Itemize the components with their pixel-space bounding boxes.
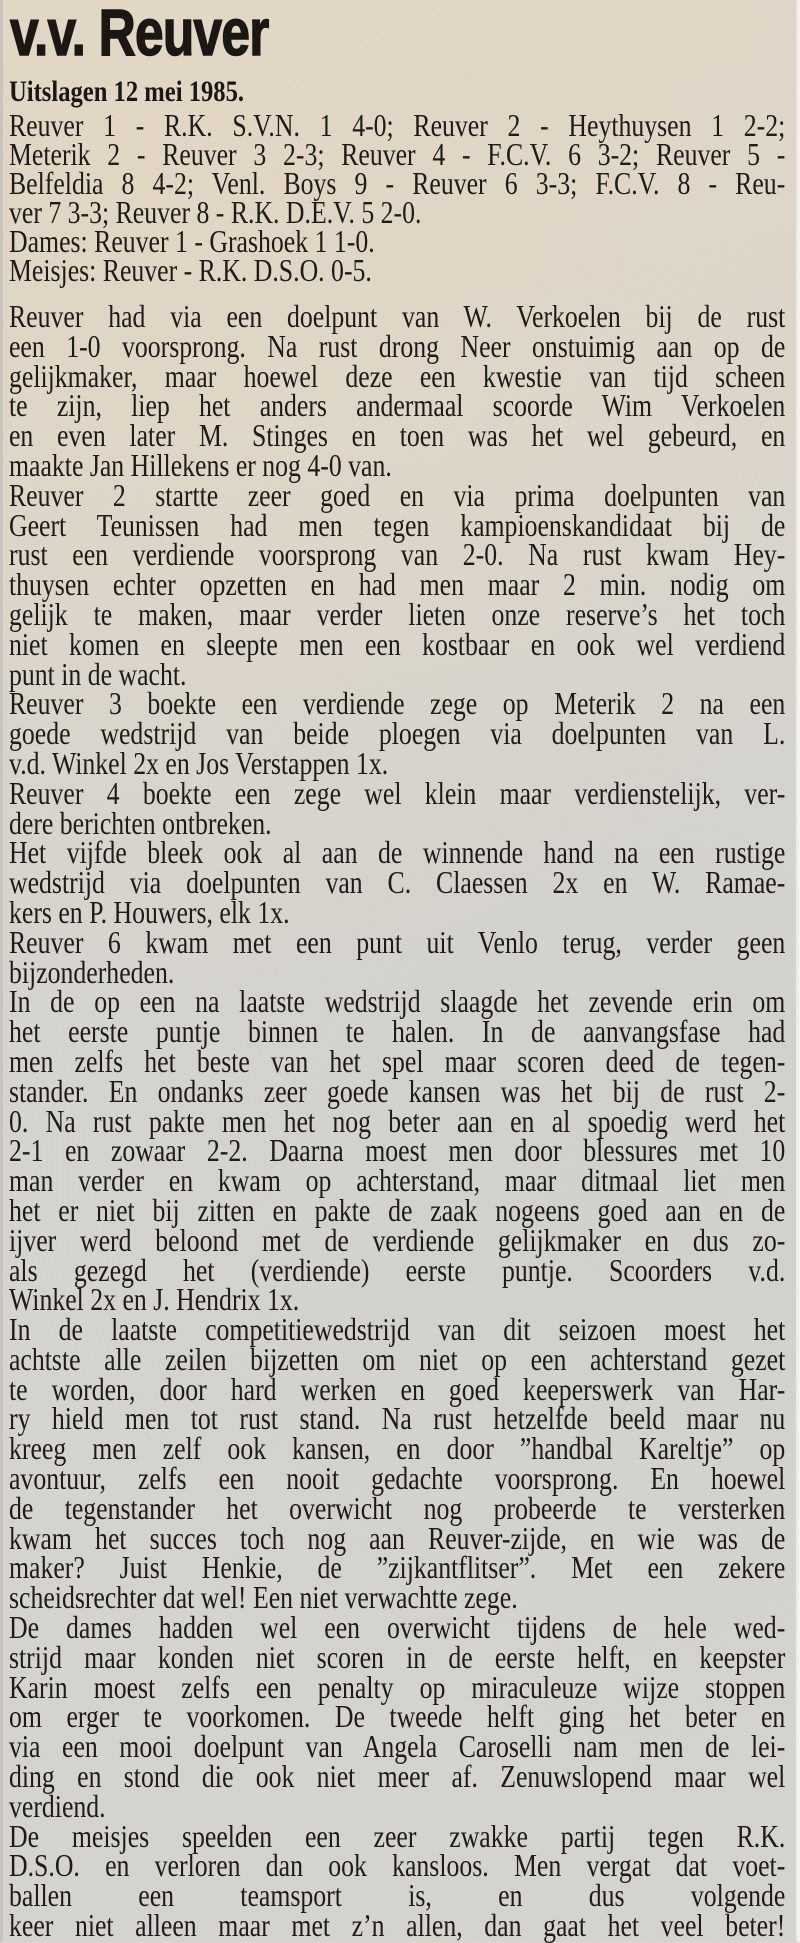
article-line: Reuver 3 boekte een verdiende zege op Meterik 2 na een bbox=[9, 686, 786, 722]
article-line: Het vijfde bleek ook al aan de winnende hand na een rustige bbox=[9, 835, 786, 871]
article-line: wedstrijd via doelpunten van C. Claessen 2x en W. Ramae- bbox=[9, 865, 786, 901]
article-line: Reuver had via een doelpunt van W. Verkoelen bij de rust bbox=[9, 299, 786, 334]
article-line: goede wedstrijd van beide ploegen via doelpunten van L. bbox=[9, 716, 786, 752]
article-body bbox=[9, 299, 800, 1943]
results-date-heading: Uitslagen 12 mei 1985. bbox=[9, 75, 245, 108]
result-line: Meterik 2 - Reuver 3 2-3; Reuver 4 - F.C.V. 6 3-2; Reuver 5 - bbox=[9, 137, 786, 172]
article-line: Reuver 4 boekte een zege wel klein maar verdienstelijk, ver- bbox=[9, 775, 786, 811]
article-line: niet komen en sleepte men een kostbaar en ook wel verdiend bbox=[9, 626, 786, 662]
article-line: Reuver 2 startte zeer goed en via prima doelpunten van bbox=[9, 477, 786, 513]
article-line: kers en P. Houwers, elk 1x. bbox=[9, 894, 290, 930]
result-line: Meisjes: Reuver - R.K. D.S.O. 0-5. bbox=[9, 253, 372, 288]
article-line: De meisjes speelden een zeer zwakke partij tegen R.K. bbox=[9, 1818, 786, 1854]
article-line: 2-1 en zowaar 2-2. Daarna moest men door blessures met 10 bbox=[9, 1133, 786, 1169]
article-line: achtste alle zeilen bijzetten om niet op een achterstand gezet bbox=[9, 1341, 786, 1377]
article-line: het eerste puntje binnen te halen. In de aanvangsfase had bbox=[9, 1014, 786, 1050]
article-line: ballen een teamsport is, en dus volgende bbox=[9, 1878, 786, 1914]
article-line: man verder en kwam op achterstand, maar ditmaal liet men bbox=[9, 1163, 786, 1199]
match-results bbox=[9, 108, 800, 288]
result-line: ver 7 3-3; Reuver 8 - R.K. D.E.V. 5 2-0. bbox=[9, 195, 422, 230]
article-line: te zijn, liep het anders andermaal scoorde Wim Verkoelen bbox=[9, 388, 786, 424]
article-line: thuysen echter opzetten en had men maar 2 min. nodig om bbox=[9, 567, 786, 603]
article-line: maakte Jan Hillekens er nog 4-0 van. bbox=[9, 447, 392, 483]
article-line: bijzonderheden. bbox=[9, 954, 175, 990]
article-line: en even later M. Stinges en toen was het wel gebeurd, en bbox=[9, 418, 786, 454]
article-title: v.v. Reuver bbox=[10, 0, 269, 69]
article-line: via een mooi doelpunt van Angela Caroselli nam men de lei- bbox=[9, 1729, 786, 1765]
clipping-left-edge bbox=[0, 0, 3, 1942]
article-line: het er niet bij zitten en pakte de zaak nogeens goed aan en de bbox=[9, 1192, 786, 1228]
article-line: kwam het succes toch nog aan Reuver-zijde, en wie was de bbox=[9, 1520, 786, 1556]
article-line: ry hield men tot rust stand. Na rust hetzelfde beeld maar nu bbox=[9, 1401, 786, 1437]
article-line: kreeg men zelf ook kansen, en door ”handbal Kareltje” op bbox=[9, 1431, 786, 1467]
article-line: om erger te voorkomen. De tweede helft ging het beter en bbox=[9, 1699, 786, 1735]
article-line: men zelfs het beste van het spel maar scoren deed de tegen- bbox=[9, 1043, 786, 1079]
article-line: verdiend. bbox=[9, 1788, 106, 1824]
article-line: de tegenstander het overwicht nog probeerde te versterken bbox=[9, 1490, 786, 1526]
article-line: keer niet alleen maar met z’n allen, dan gaat het veel beter! bbox=[9, 1908, 786, 1943]
article-line: In de op een na laatste wedstrijd slaagde het zevende erin om bbox=[9, 984, 786, 1020]
article-line: strijd maar konden niet scoren in de eerste helft, en keepster bbox=[9, 1639, 786, 1675]
article-line: te worden, door hard werken en goed keeperswerk van Har- bbox=[9, 1371, 786, 1407]
article-line: ding en stond die ook niet meer af. Zenuwslopend maar wel bbox=[9, 1759, 786, 1795]
article-line: rust een verdiende voorsprong van 2-0. Na rust kwam Hey- bbox=[9, 537, 786, 573]
article-line: dere berichten ontbreken. bbox=[9, 805, 272, 841]
article-line: gelijk te maken, maar verder lieten onze reserve’s het toch bbox=[9, 596, 786, 632]
article-line: punt in de wacht. bbox=[9, 656, 187, 692]
article-line: Reuver 6 kwam met een punt uit Venlo terug, verder geen bbox=[9, 924, 786, 960]
article-line: Winkel 2x en J. Hendrix 1x. bbox=[9, 1282, 300, 1318]
article-line: als gezegd het (verdiende) eerste puntje. Scoorders v.d. bbox=[9, 1252, 786, 1288]
result-line: Belfeldia 8 4-2; Venl. Boys 9 - Reuver 6 3-3; F.C.V. 8 - Reu- bbox=[9, 166, 786, 201]
article-line: In de laatste competitiewedstrijd van dit seizoen moest het bbox=[9, 1312, 786, 1348]
article-line: avontuur, zelfs een nooit gedachte voorsprong. En hoewel bbox=[9, 1461, 786, 1497]
article-line: De dames hadden wel een overwicht tijdens de hele wed- bbox=[9, 1610, 786, 1646]
article-line: 0. Na rust pakte men het nog beter aan en al spoedig werd het bbox=[9, 1103, 786, 1139]
article-line: Karin moest zelfs een penalty op miraculeuze wijze stoppen bbox=[9, 1669, 786, 1705]
article-line: v.d. Winkel 2x en Jos Verstappen 1x. bbox=[9, 745, 389, 781]
article-line: D.S.O. en verloren dan ook kansloos. Men vergat dat voet- bbox=[9, 1848, 786, 1884]
article-line: stander. En ondanks zeer goede kansen was het bij de rust 2- bbox=[9, 1073, 786, 1109]
article-line: gelijkmaker, maar hoewel deze een kwestie van tijd scheen bbox=[9, 358, 786, 394]
article-line: een 1-0 voorsprong. Na rust drong Neer onstuimig aan op de bbox=[9, 328, 786, 364]
article-line: maker? Juist Henkie, de ”zijkantflitser”. Met een zekere bbox=[9, 1550, 786, 1586]
result-line: Dames: Reuver 1 - Grashoek 1 1-0. bbox=[9, 224, 375, 259]
article-line: ijver werd beloond met de verdiende gelijkmaker en dus zo- bbox=[9, 1222, 786, 1258]
article-line: scheidsrechter dat wel! Een niet verwachtte zege. bbox=[9, 1580, 518, 1616]
article-line: Geert Teunissen had men tegen kampioenskandidaat bij de bbox=[9, 507, 786, 543]
result-line: Reuver 1 - R.K. S.V.N. 1 4-0; Reuver 2 - Heythuysen 1 2-2; bbox=[9, 108, 786, 143]
